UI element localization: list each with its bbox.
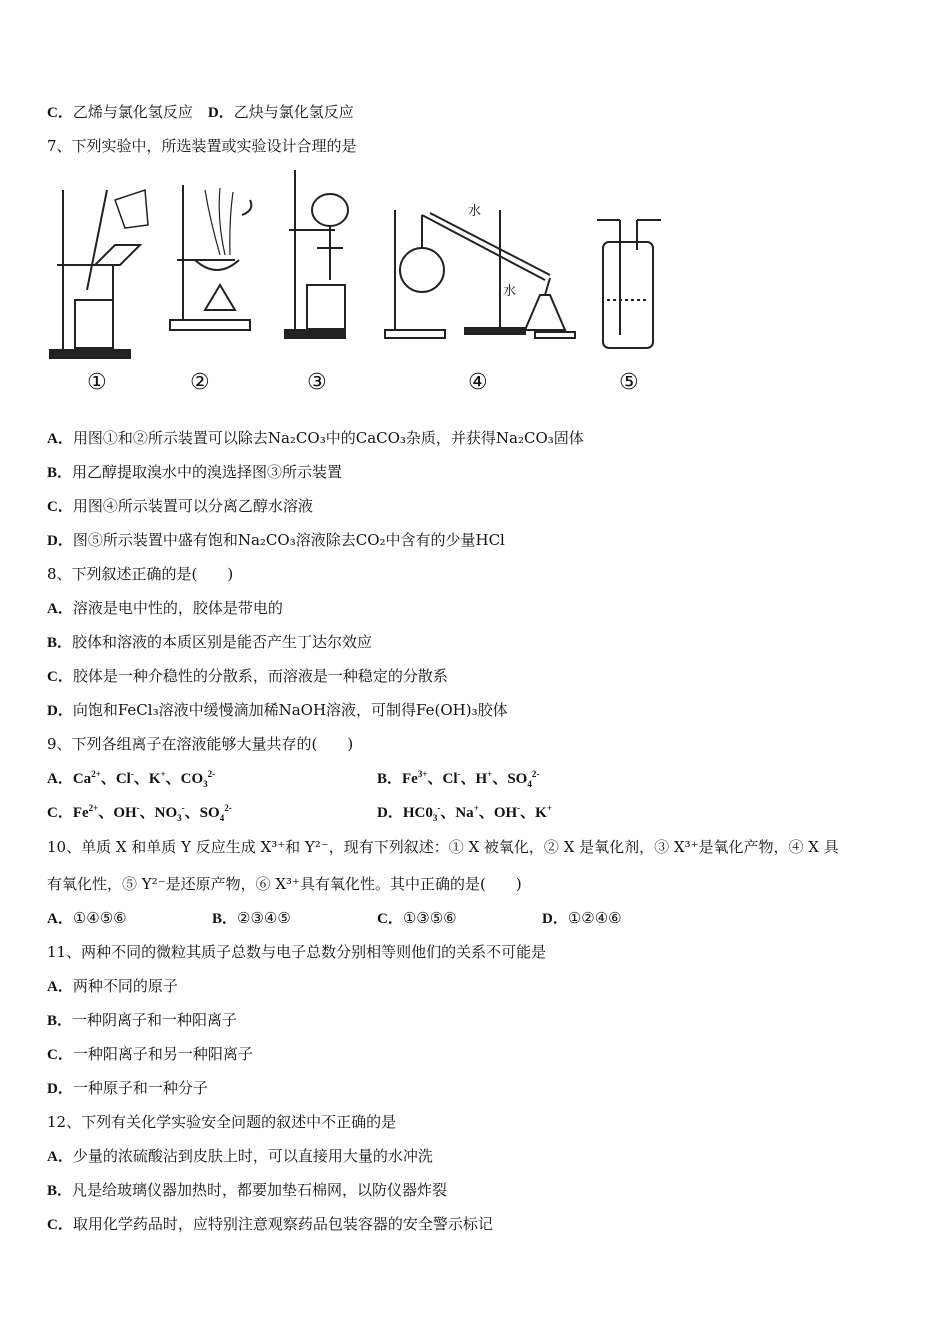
q9-stem: 9、下列各组离子在溶液能够大量共存的( ) xyxy=(47,735,354,753)
figure-label-5: ⑤ xyxy=(619,370,639,395)
q7-option-d: D．图⑤所示装置中盛有饱和Na₂CO₃溶液除去CO₂中含有的少量HCl xyxy=(47,531,505,549)
q10-option-c: C．①③⑤⑥ xyxy=(377,909,457,927)
q7-apparatus-figure xyxy=(45,170,675,400)
q8-stem: 8、下列叙述正确的是( ) xyxy=(47,565,234,583)
apparatus-5-gas-washing-bottle xyxy=(597,220,661,348)
apparatus-drawings xyxy=(45,170,675,370)
q10-option-a: A．①④⑤⑥ xyxy=(47,909,127,927)
q8-option-b: B．胶体和溶液的本质区别是能否产生丁达尔效应 xyxy=(47,633,373,651)
q7-stem: 7、下列实验中，所选装置或实验设计合理的是 xyxy=(47,137,357,155)
apparatus-1-filtration xyxy=(50,190,148,358)
q7-option-b: B．用乙醇提取溴水中的溴选择图③所示装置 xyxy=(47,463,343,481)
q10-option-b: B．②③④⑤ xyxy=(212,909,291,927)
q9-option-d: D．$HC0_3^-$、Na+、OH-、K+ xyxy=(377,803,552,823)
water-out-label: 水 xyxy=(503,284,517,299)
apparatus-4-distillation xyxy=(385,210,575,338)
water-in-label: 水 xyxy=(468,204,482,219)
q11-option-c: C．一种阳离子和另一种阳离子 xyxy=(47,1045,253,1063)
q7-option-a: A．用图①和②所示装置可以除去Na₂CO₃中的CaCO₃杂质，并获得Na₂CO₃固体 xyxy=(47,429,584,447)
q8-option-a: A．溶液是电中性的，胶体是带电的 xyxy=(47,599,283,617)
q10-stem-line1: 10、单质 X 和单质 Y 反应生成 X³⁺和 Y²⁻，现有下列叙述：① X 被氧化，② X 是氧化剂，③ X³⁺是氧化产物，④ X 具 xyxy=(47,838,839,856)
q12-stem: 12、下列有关化学实验安全问题的叙述中不正确的是 xyxy=(47,1113,397,1131)
q11-option-d: D．一种原子和一种分子 xyxy=(47,1079,208,1097)
figure-label-2: ② xyxy=(190,370,210,395)
q8-option-d: D．向饱和FeCl₃溶液中缓慢滴加稀NaOH溶液，可制得Fe(OH)₃胶体 xyxy=(47,701,508,719)
apparatus-3-separatory-funnel xyxy=(285,170,348,338)
q8-option-c: C．胶体是一种介稳性的分散系，而溶液是一种稳定的分散系 xyxy=(47,667,448,685)
q11-option-a: A．两种不同的原子 xyxy=(47,977,178,995)
q9-option-b: B．$Fe^{3+}$、Cl-、H+、$SO_4^{2-}$ xyxy=(377,769,540,789)
q12-option-b: B．凡是给玻璃仪器加热时，都要加垫石棉网，以防仪器炸裂 xyxy=(47,1181,448,1199)
q11-option-b: B．一种阴离子和一种阳离子 xyxy=(47,1011,238,1029)
apparatus-2-evaporation xyxy=(170,185,251,330)
q9-option-c: C．$Fe^{2+}$、OH-、$NO_3^-$、$SO_4^{2-}$ xyxy=(47,803,232,823)
q6-options-cd: C．乙烯与氯化氢反应 D．乙炔与氯化氢反应 xyxy=(47,103,354,121)
figure-label-1: ① xyxy=(87,370,107,395)
figure-label-4: ④ xyxy=(468,370,488,395)
q9-option-a: A．$Ca^{2+}$、Cl-、K+、$CO_3^{2-}$ xyxy=(47,769,216,789)
figure-label-3: ③ xyxy=(307,370,327,395)
q10-option-d: D．①②④⑥ xyxy=(542,909,622,927)
q11-stem: 11、两种不同的微粒其质子总数与电子总数分别相等则他们的关系不可能是 xyxy=(47,943,547,961)
q10-stem-line2: 有氧化性，⑤ Y²⁻是还原产物，⑥ X³⁺具有氧化性。其中正确的是( ) xyxy=(47,875,522,893)
q12-option-a: A．少量的浓硫酸沾到皮肤上时，可以直接用大量的水冲洗 xyxy=(47,1147,433,1165)
q12-option-c: C．取用化学药品时，应特别注意观察药品包装容器的安全警示标记 xyxy=(47,1215,493,1233)
q7-option-c: C．用图④所示装置可以分离乙醇水溶液 xyxy=(47,497,313,515)
